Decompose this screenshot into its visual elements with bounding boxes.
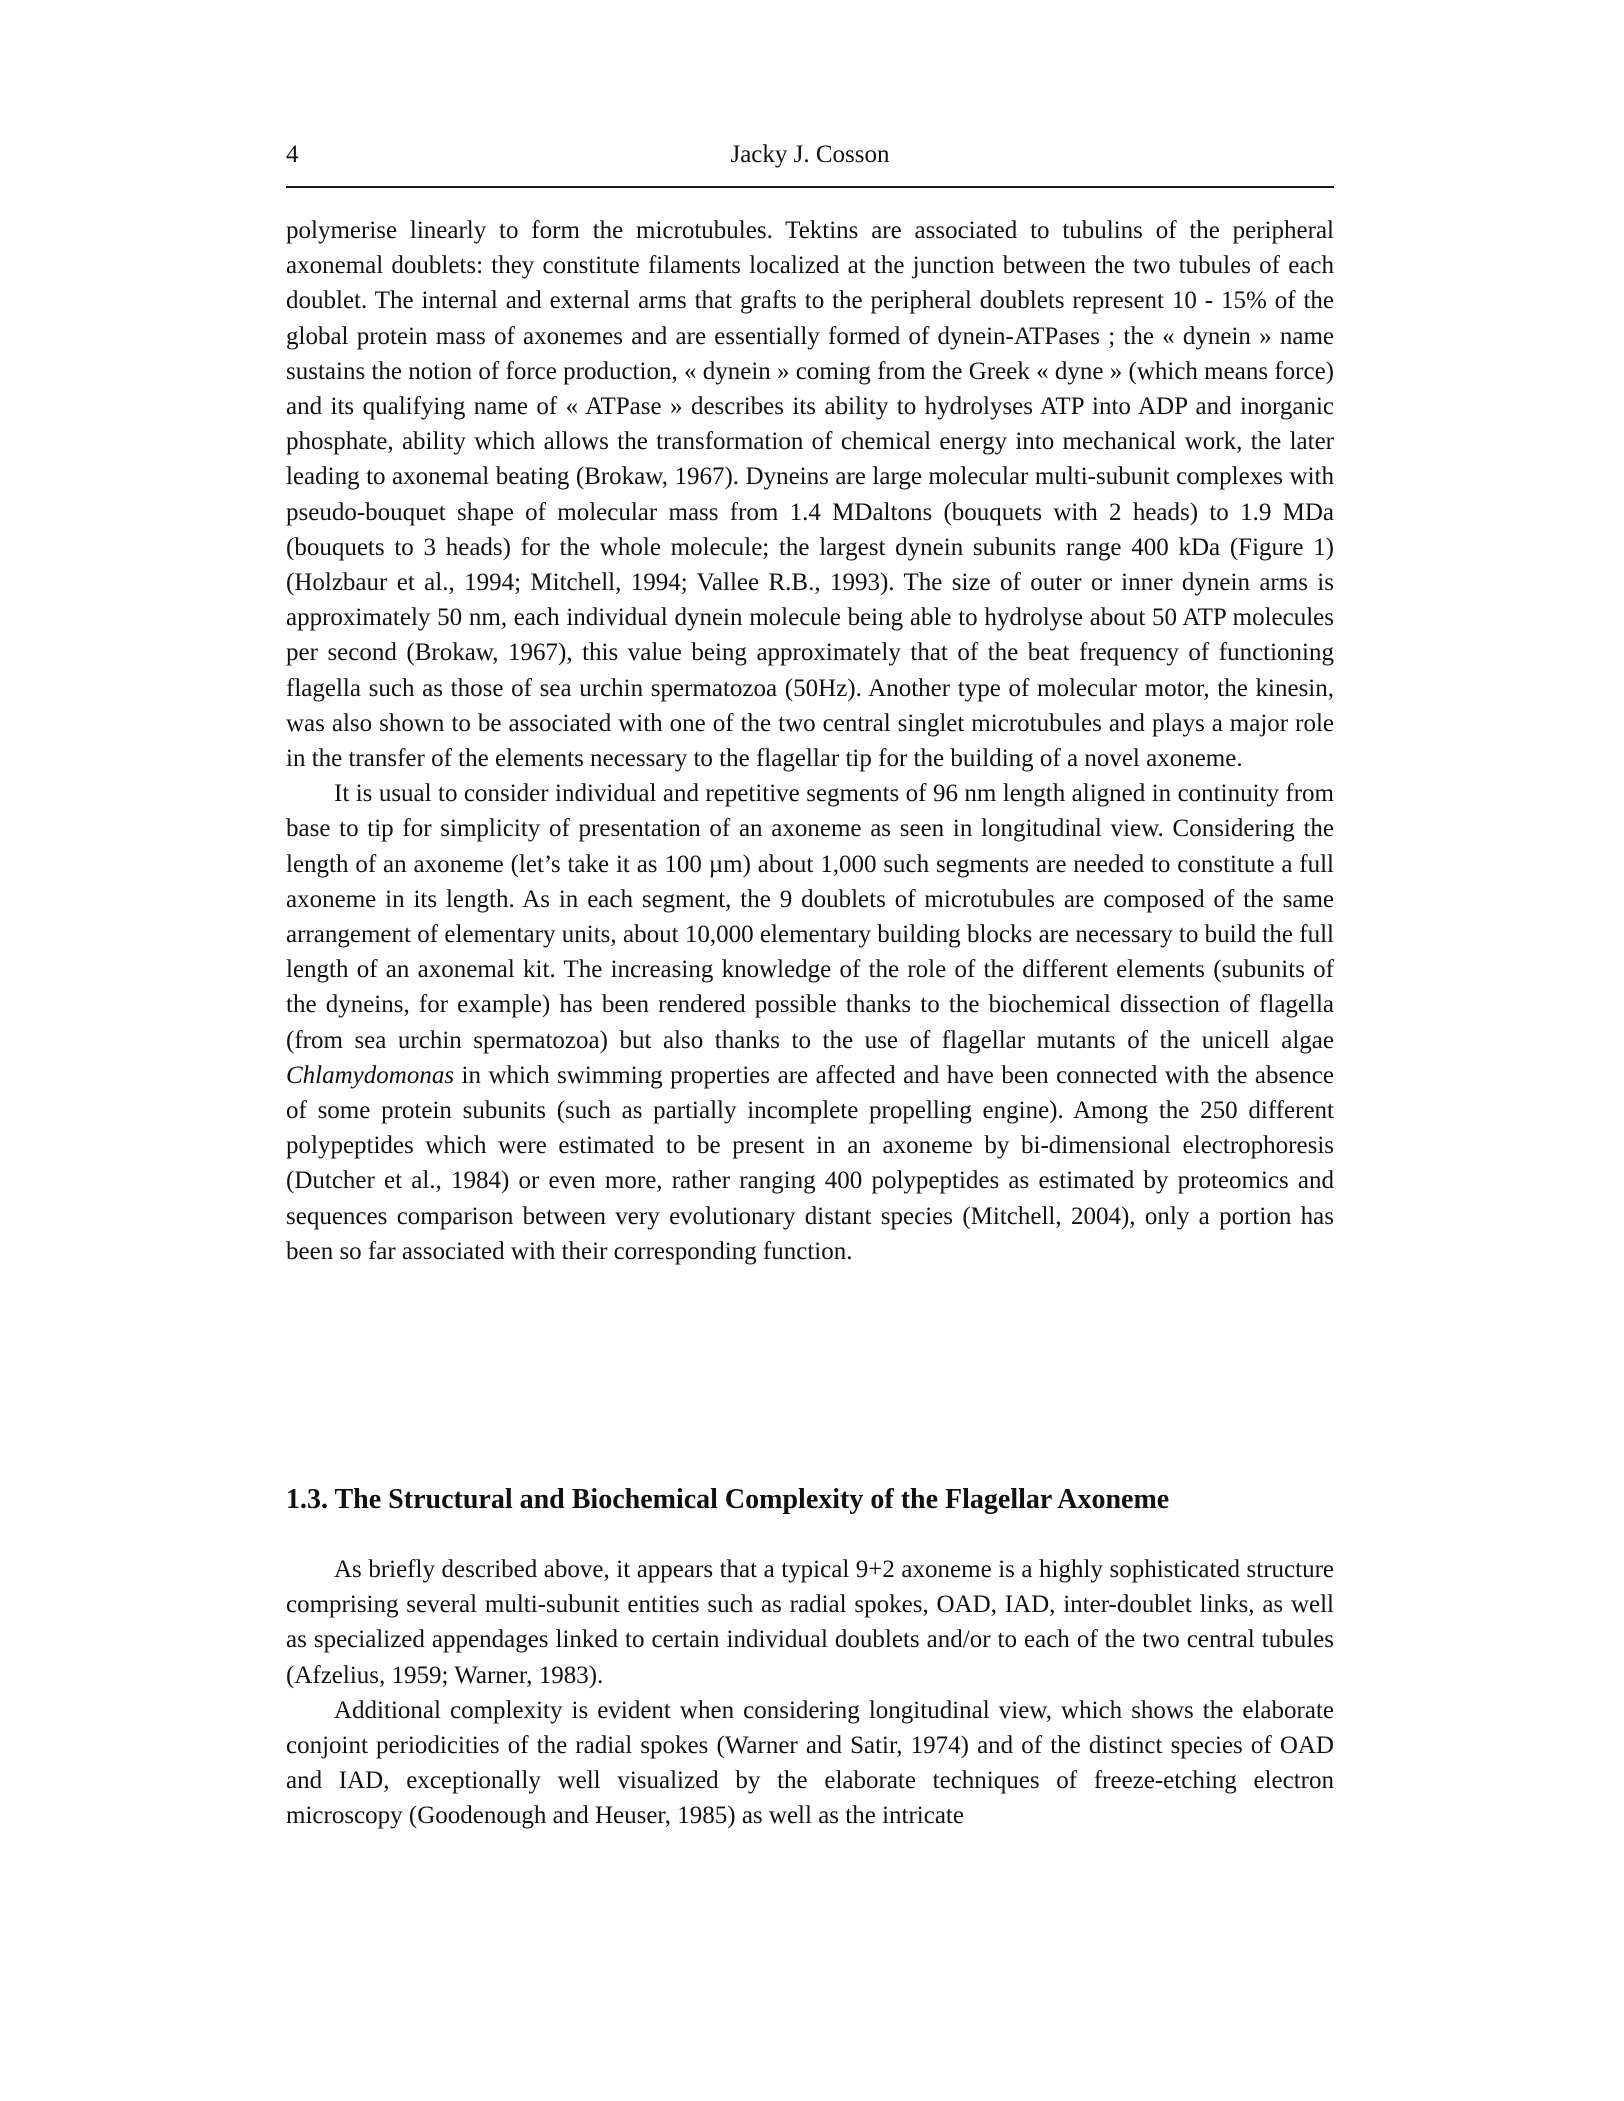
running-head-author: Jacky J. Cosson	[730, 141, 890, 168]
page-number: 4	[286, 141, 299, 168]
paragraph-text: polymerise linearly to form the microtubules. Tektins are associated to tubulins of the peripheral axonemal doublets: they constitute filaments localized at the junction between the two tubules of each doublet. The internal and external arms that grafts to the peripheral doublets represent 10 - 15% of the global protein mass of axonemes and are essentially formed of dynein-ATPases ; the « dynein » name sustains the notion of force production, « dynein » coming from the Greek « dyne » (which means force) and its qualifying name of « ATPase » describes its ability to hydrolyses ATP into ADP and inorganic phosphate, ability which allows the transformation of chemical energy into mechanical work, the later leading to axonemal beating (Brokaw, 1967). Dyneins are large molecular multi-subunit complexes with pseudo-bouquet shape of molecular mass from 1.4 MDaltons (bouquets with 2 heads) to 1.9 MDa (bouquets to 3 heads) for the whole molecule; the largest dynein subunits range 400 kDa (Figure 1) (Holzbaur et al., 1994; Mitchell, 1994; Vallee R.B., 1993). The size of outer or inner dynein arms is approximately 50 nm, each individual dynein molecule being able to hydrolyse about 50 ATP molecules per second (Brokaw, 1967), this value being approximately that of the beat frequency of functioning flagella such as those of sea urchin spermatozoa (50Hz). Another type of molecular motor, the kinesin, was also shown to be associated with one of the two central singlet microtubules and plays a major role in the transfer of the elements necessary to the flagellar tip for the building of a novel axoneme.	[286, 217, 1334, 773]
paragraph-text: It is usual to consider individual and repetitive segments of 96 nm length aligned in continuity from base to tip for simplicity of presentation of an axoneme as seen in longitudinal view. Considering the length of an axoneme (let’s take it as 100 µm) about 1,000 such segments are needed to constitute a full axoneme in its length. As in each segment, the 9 doublets of microtubules are composed of the same arrangement of elementary units, about 10,000 elementary building blocks are necessary to build the full length of an axonemal kit. The increasing knowledge of the role of the different elements (subunits of the dyneins, for example) has been rendered possible thanks to the biochemical dissection of flagella (from sea urchin spermatozoa) but also thanks to the use of flagellar mutants of the unicell algae	[286, 780, 1334, 1054]
page	[286, 0, 1334, 2101]
paragraph	[286, 776, 1334, 1269]
paragraph-text: in which swimming properties are affected and have been connected with the absence of some protein subunits (such as partially incomplete propelling engine). Among the 250 different polypeptides which were estimated to be present in an axoneme by bi-dimensional electrophoresis (Dutcher et al., 1984) or even more, rather ranging 400 polypeptides as estimated by proteomics and sequences comparison between very evolutionary distant species (Mitchell, 2004), only a portion has been so far associated with their corresponding function.	[286, 1061, 1334, 1265]
section-heading: 1.3. The Structural and Biochemical Complexity of the Flagellar Axoneme	[286, 1484, 1170, 1515]
paragraph: Additional complexity is evident when considering longitudinal view, which shows the elaborate conjoint periodicities of the radial spokes (Warner and Satir, 1974) and of the distinct species of OAD and IAD, exceptionally well visualized by the elaborate techniques of freeze-etching electron microscopy (Goodenough and Heuser, 1985) as well as the intricate	[286, 1696, 1334, 1830]
running-head	[286, 138, 1334, 188]
paragraph-continued	[286, 213, 1334, 776]
section-body	[286, 1552, 1334, 1834]
paragraph: As briefly described above, it appears that a typical 9+2 axoneme is a highly sophisticated structure comprising several multi-subunit entities such as radial spokes, OAD, IAD, inter-doublet links, as well as specialized appendages linked to certain individual doublets and/or to each of the two central tubules (Afzelius, 1959; Warner, 1983).	[286, 1556, 1334, 1689]
species-name-italic: Chlamydomonas	[286, 1061, 455, 1089]
body-text	[286, 213, 1334, 1269]
